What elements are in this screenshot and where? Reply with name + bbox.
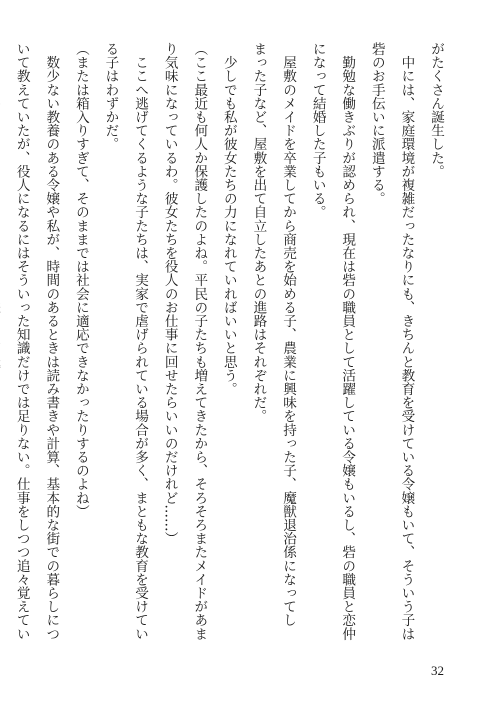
text-line: （または箱入りすぎて、そのままでは社会に適応できなかったりするのよね） (72, 42, 89, 518)
text-line: ここへ逃げてくるような子たちは、実家で虐げられている場合が多く、まともな教育を受けてい (132, 42, 149, 641)
text-line: 数少ない教養のある令嬢や私が、時間のあるときは読み書きや計算、基本的な街での暮らしにつ (43, 42, 60, 641)
text-line: 少しでも私が彼女たちの力になれていればいいと思う。 (220, 42, 237, 396)
text-line: 屋敷のメイドを卒業してから商売を始める子、農業に興味を持った子、魔獣退治係になってし (280, 42, 297, 627)
text-line: 中には、家庭環境が複雑だったなりにも、きちんと教育を受けている令嬢もいて、そういう子は (398, 42, 415, 641)
text-line: 砦のお手伝いに派遣する。 (368, 42, 385, 206)
text-line: （ここ最近も何人か保護したのよね。平民の子たちも増えてきたから、そろそろまたメイドがあま (191, 42, 208, 641)
text-line: まった子など、屋敷を出て自立したあとの進路はそれぞれだ。 (250, 42, 267, 423)
body-text (13, 42, 450, 641)
text-line: り気味になっているわ。彼女たちを役人のお仕事に回せたらいいのだけれど……） (161, 42, 178, 546)
text-line: 勤勉な働きぶりが認められ、現在は砦の職員として活躍している令嬢もいるし、砦の職員と恋仲 (339, 42, 356, 641)
text-line: いて教えていたが、役人になるにはそういった知識だけでは足りない。仕事をしつつ追々覚えてい (13, 42, 30, 641)
text-line: になって結婚した子もいる。 (309, 42, 326, 219)
page-number: 32 (431, 663, 444, 678)
text-line: がたくさん誕生した。 (428, 42, 444, 178)
text-line: る子はわずかだ。 (102, 42, 119, 151)
